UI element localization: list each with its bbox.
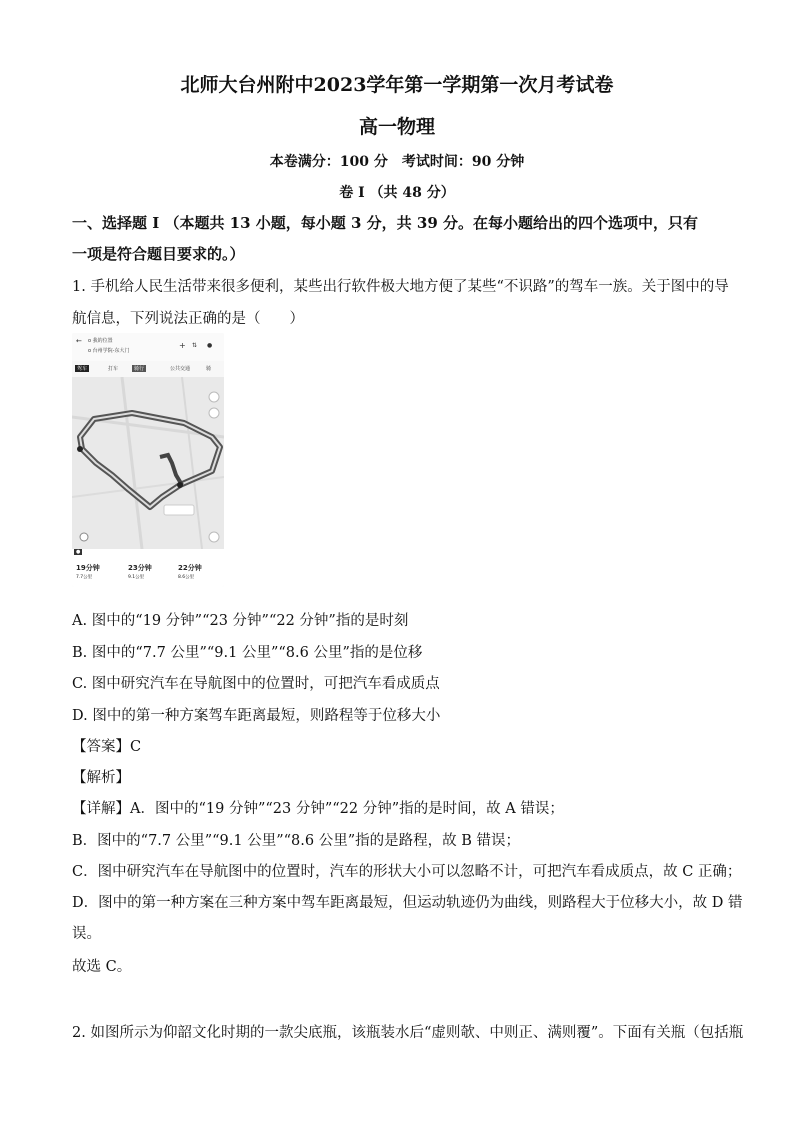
add-stop-icon: + [179,341,186,350]
map-to: o 台州学院-东大门 [88,348,130,354]
route-options-panel [72,549,224,587]
analysis-label: 【解析】 [72,770,130,786]
route-map-svg [72,377,224,549]
mode-tab: 公共交通 [170,366,191,372]
map-area [72,377,224,549]
exam-info: 本卷满分：100 分 考试时间：90 分钟 [269,154,525,170]
voice-icon: ● [207,342,213,349]
start-pin-icon [77,446,83,452]
map-from: o 我的位置 [88,338,113,344]
option-c: C. 图中研究汽车在导航图中的位置时，可把汽车看成质点 [72,676,440,692]
question1-stem-line2: 航信息，下列说法正确的是（ ） [72,311,304,327]
route-option-time: 23分钟 [128,564,152,572]
option-a: A. 图中的“19 分钟”“23 分钟”“22 分钟”指的是时刻 [72,613,409,629]
route-option-distance: 7.7公里 [76,575,93,580]
swap-icon: ⇅ [192,342,198,349]
question1-stem-line1: 1. 手机给人民生活带来很多便利，某些出行软件极大地方便了某些“不识路”的驾车一族。关于图中的导 [72,279,729,295]
answer: 【答案】C [72,739,142,755]
route-option-time: 19分钟 [76,564,100,572]
detail-line: B．图中的“7.7 公里”“9.1 公里”“8.6 公里”指的是路程，故 B 错误； [72,833,521,849]
route-option-distance: 8.6公里 [178,575,195,580]
exam-volume: 卷 I （共 48 分） [339,185,455,201]
mode-tab: 骑 [206,366,212,372]
detail-line: D．图中的第一种方案在三种方案中驾车距离最短，但运动轨迹仍为曲线，则路程大于位移大小，故 D 错 [72,895,743,911]
route-option-time: 22分钟 [178,564,202,572]
detail-line: 误。 [72,926,101,942]
back-arrow-icon: ← [76,337,82,345]
question2-stem-line1: 2. 如图所示为仰韶文化时期的一款尖底瓶，该瓶装水后“虚则欹、中则正、满则覆”。下面有关瓶（包括瓶 [72,1025,744,1041]
detail-line: 故选 C。 [72,959,132,975]
exam-subject: 高一物理 [358,116,435,138]
end-pin-icon [177,482,183,488]
mode-tab: 打车 [108,366,119,372]
detail-line: C．图中研究汽车在导航图中的位置时，汽车的形状大小可以忽略不计，可把汽车看成质点，故 C 正确； [72,864,742,880]
section-heading-line2: 一项是符合题目要求的。） [72,245,245,263]
route-option-distance: 9.1公里 [128,575,145,580]
mode-tab: 骑行 [134,366,145,372]
option-b: B. 图中的“7.7 公里”“9.1 公里”“8.6 公里”指的是位移 [72,645,423,661]
option-d: D. 图中的第一种方案驾车距离最短，则路程等于位移大小 [72,708,441,724]
navigation-map-figure [72,333,224,587]
detail-line: 【详解】A．图中的“19 分钟”“23 分钟”“22 分钟”指的是时间，故 A 错误； [72,801,564,817]
mode-tab: 驾车 [77,366,88,372]
exam-title: 北师大台州附中2023学年第一学期第一次月考试卷 [180,74,614,96]
recommend-badge: ● [76,549,81,555]
map-mode-tabs [72,361,224,378]
section-heading-line1: 一、选择题 I （本题共 13 小题，每小题 3 分，共 39 分。在每小题给出的四个选项中，只有 [72,214,698,232]
